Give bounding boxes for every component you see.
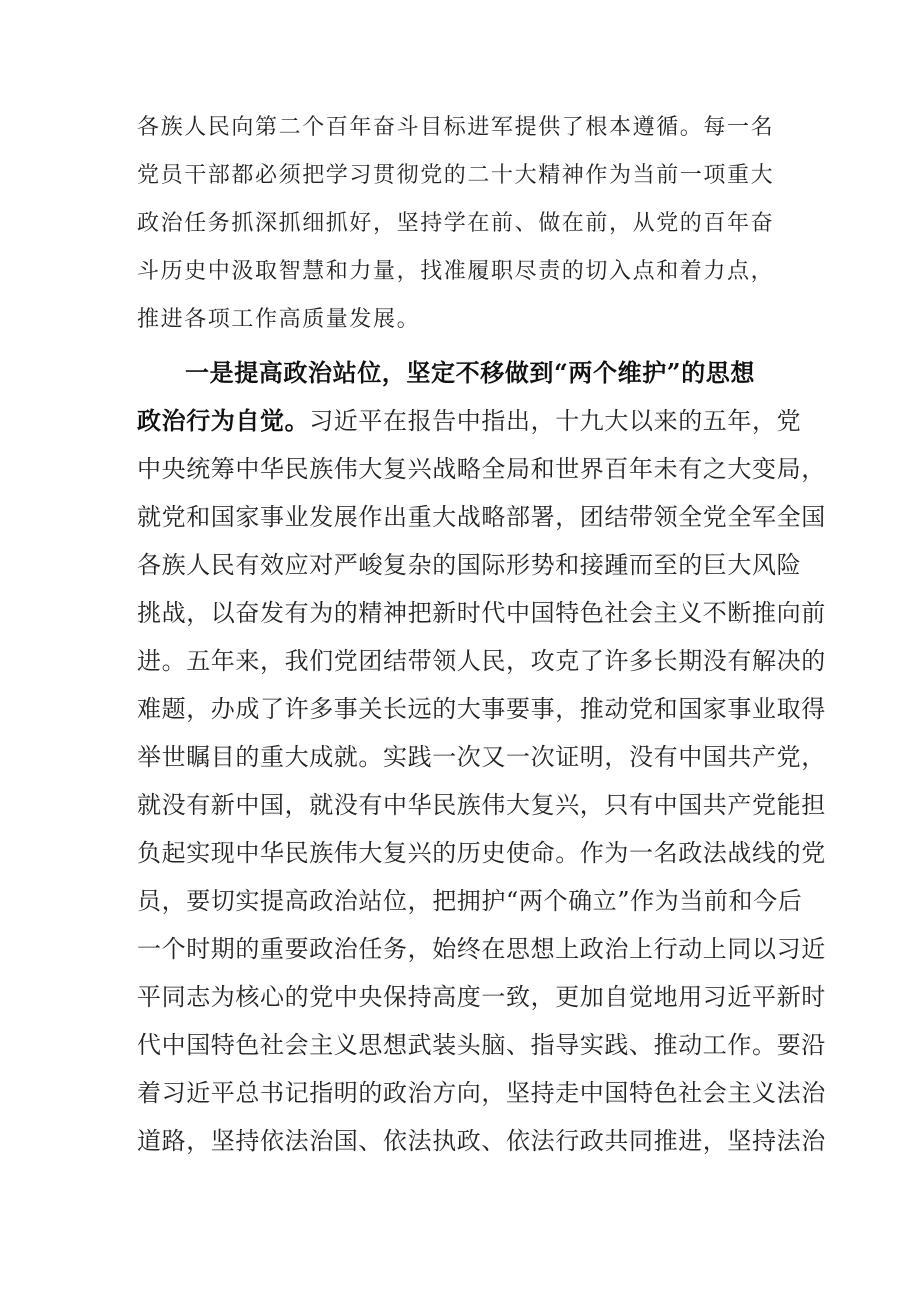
- paragraph-1-line: 党员干部都必须把学习贯彻党的二十大精神作为当前一项重大: [137, 163, 775, 188]
- section-heading-end: 政治行为自觉。: [137, 406, 310, 435]
- paragraph-2-line: 就没有新中国，就没有中华民族伟大复兴，只有中国共产党能担: [137, 791, 826, 819]
- paragraph-1-line: 政治任务抓深抓细抓好，坚持学在前、做在前，从党的百年奋: [137, 211, 775, 236]
- paragraph-2-line: 难题，办成了许多事关长远的大事要事，推动党和国家事业取得: [137, 695, 826, 723]
- paragraph-2-line: 中央统筹中华民族伟大复兴战略全局和世界百年未有之大变局，: [137, 455, 826, 483]
- paragraph-2-line: 员，要切实提高政治站位，把拥护“两个确立”作为当前和今后: [137, 887, 803, 915]
- paragraph-2-line: 挑战，以奋发有为的精神把新时代中国特色社会主义不断推向前: [137, 599, 826, 627]
- paragraph-2-line: [137, 406, 801, 436]
- paragraph-2-text: 习近平在报告中指出，十九大以来的五年，党: [309, 407, 802, 435]
- paragraph-2-line: 代中国特色社会主义思想武装头脑、指导实践、推动工作。要沿: [137, 1031, 826, 1059]
- paragraph-1-line: 各族人民向第二个百年奋斗目标进军提供了根本遵循。每一名: [137, 115, 775, 140]
- paragraph-2-line: 进。五年来，我们党团结带领人民，攻克了许多长期没有解决的: [137, 647, 826, 675]
- paragraph-2-line: 着习近平总书记指明的政治方向，坚持走中国特色社会主义法治: [137, 1079, 826, 1107]
- paragraph-2-line: 就党和国家事业发展作出重大战略部署，团结带领全党全军全国: [137, 503, 826, 531]
- paragraph-2-line: 负起实现中华民族伟大复兴的历史使命。作为一名政法战线的党: [137, 839, 826, 867]
- paragraph-2-line: 平同志为核心的党中央保持高度一致，更加自觉地用习近平新时: [137, 983, 826, 1011]
- section-heading: 一是提高政治站位，坚定不移做到“两个维护”的思想: [185, 358, 756, 387]
- paragraph-2-line: 各族人民有效应对严峻复杂的国际形势和接踵而至的巨大风险: [137, 551, 802, 579]
- paragraph-2-line: 道路，坚持依法治国、依法执政、依法行政共同推进，坚持法治: [137, 1127, 826, 1155]
- paragraph-2-line: 一个时期的重要政治任务，始终在思想上政治上行动上同以习近: [137, 935, 826, 963]
- paragraph-1-line: 斗历史中汲取智慧和力量，找准履职尽责的切入点和着力点，: [137, 259, 775, 284]
- paragraph-1-line: 推进各项工作高质量发展。: [137, 307, 421, 332]
- paragraph-2-line: 举世瞩目的重大成就。实践一次又一次证明，没有中国共产党，: [137, 743, 826, 771]
